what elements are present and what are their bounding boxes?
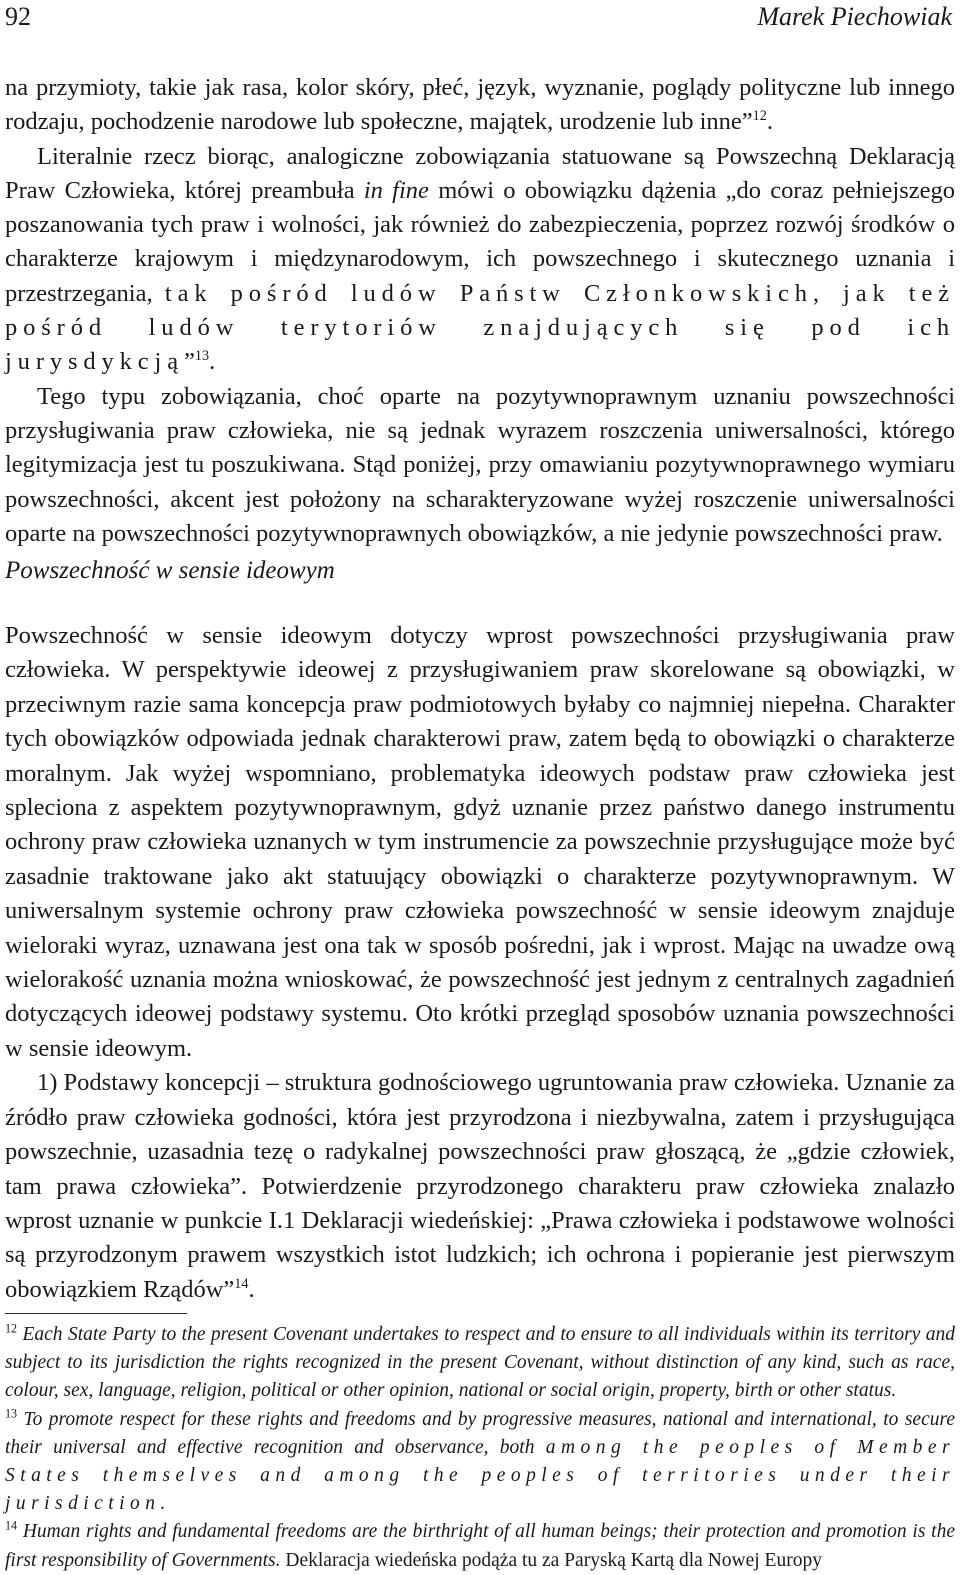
footnote-number: 13 <box>5 1406 18 1421</box>
page-header <box>5 0 952 36</box>
footnote-ref: 12 <box>752 108 767 125</box>
page-number: 92 <box>5 2 31 31</box>
footnotes <box>5 1321 955 1575</box>
footnote-12: $^{12}$ Each State Party to the present Covenant undertakes to respect and to ensure to all individuals within its territory and subject to its jurisdiction the rights recognized in the present Covenant, without distinction of any kind, such as race, colour, sex, language, religion, political or other opinion, national or social origin, property, birth or other status. <box>5 1321 955 1402</box>
paragraph: Powszechność w sensie ideowym dotyczy wprost powszechności przysługiwania praw człowieka. W perspektywie ideowej z przysługiwaniem praw skorelowane są obowiązki, w przeciwnym razie sama koncepcja praw podmiotowych byłaby co najmniej niepełna. Charakter tych obowiązków odpowiada jednak charakterowi praw, zatem będą to obowiązki o charakterze moralnym. Jak wyżej wspomniano, problematyka ideowych podstaw praw człowieka jest spleciona z aspektem pozytywnoprawnym, gdyż uznanie przez państwo danego instrumentu ochrony praw człowieka uznanych w tym instrumencie za powszechnie przysługujące może być zasadnie traktowane jako akt statuujący obowiązki o charakterze pozytywnoprawnym. W uniwersalnym systemie ochrony praw człowieka powszechność w sensie ideowym znajduje wieloraki wyraz, uznawana jest ona tak w sposób pośredni, jak i wprost. Mając na uwadze ową wielorakość uznania można wnioskować, że powszechność jest jednym z centralnych zagadnień dotyczących ideowej podstawy systemu. Oto krótki przegląd sposobów uznania powszechności w sensie ideowym. <box>5 622 955 1062</box>
footnote-ref: 14 <box>234 1275 249 1292</box>
section-heading: Powszechność w sensie ideowym <box>5 557 335 584</box>
paragraph: Literalnie rzecz biorąc, analogiczne zobowiązania statuowane są Powszechną Deklaracją Praw Człowieka, której preambuła in fine mówi o obowiązku dążenia „do coraz pełniejszego poszanowania tych praw i wolności, jak również do zabezpieczenia, poprzez rozwój środków o charakterze krajowym i międzynarodowym, ich powszechnego i skutecznego uznania i przestrzegania, tak pośród ludów Państw Członkowskich, jak też pośród ludów terytoriów znajdujących się pod ich jurysdykcją”$^{13}$. <box>5 142 955 376</box>
paragraph: 1) Podstawy koncepcji – struktura godnościowego ugruntowania praw człowieka. Uznanie za źródło praw człowieka godności, która jest przyrodzona i niezbywalna, zatem i przysługująca powszechnie, uzasadnia tezę o radykalnej powszechności praw głoszącą, że „gdzie człowiek, tam prawa człowieka”. Potwierdzenie przyrodzonego charakteru praw człowieka znalazło wprost uznanie w punkcie I.1 Deklaracji wiedeńskiej: „Prawa człowieka i podstawowe wolności są przyrodzonym prawem wszystkich istot ludzkich; ich ochrona i popieranie jest pierwszym obowiązkiem Rządów”$^{14}$. <box>5 1069 955 1303</box>
footnote-number: 12 <box>5 1321 18 1336</box>
running-head-author: Marek Piechowiak <box>757 2 952 31</box>
spaced-quote: tak pośród ludów Państw Członkowskich, jak też pośród ludów terytoriów znajdujących się pod ich jurysdykcją <box>5 279 955 376</box>
footnote-13: $^{13}$ To promote respect for these rights and freedoms and by progressive measures, national and international, to secure their universal and effective recognition and observance, both among the peoples of Member States themselves and among the peoples of territories under their jurisdiction. <box>5 1406 955 1515</box>
paragraph: na przymioty, takie jak rasa, kolor skóry, płeć, język, wyznanie, poglądy polityczne lub innego rodzaju, pochodzenie narodowe lub społeczne, majątek, urodzenie lub inne”$^{12}$. <box>5 74 955 136</box>
body-text <box>5 71 955 551</box>
latin-phrase: in fine <box>363 176 429 204</box>
spaced-quote: among the peoples of Member States themselves and among the peoples of territories under their jurisdiction. <box>5 1436 955 1515</box>
footnote-number: 14 <box>5 1518 18 1533</box>
footnote-ref: 13 <box>194 348 210 365</box>
footnote-14: $^{14}$ Human rights and fundamental freedoms are the birthright of all human beings; their protection and promotion is the first responsibility of Governments. Deklaracja wiedeńska podąża tu za Paryską Kartą dla Nowej Europy <box>5 1518 955 1571</box>
footnote-divider <box>5 1313 187 1314</box>
section-body <box>5 619 955 1307</box>
paragraph: Tego typu zobowiązania, choć oparte na pozytywnoprawnym uznaniu powszechności przysługiwania praw człowieka, nie są jednak wyrazem roszczenia uniwersalności, którego legitymizacja jest tu poszukiwana. Stąd poniżej, przy omawianiu pozytywnoprawnego wymiaru powszechności, akcent jest położony na scharakteryzowane wyżej roszczenie uniwersalności oparte na powszechności pozytywnoprawnych obowiązków, a nie jedynie powszechności praw. <box>5 382 955 547</box>
